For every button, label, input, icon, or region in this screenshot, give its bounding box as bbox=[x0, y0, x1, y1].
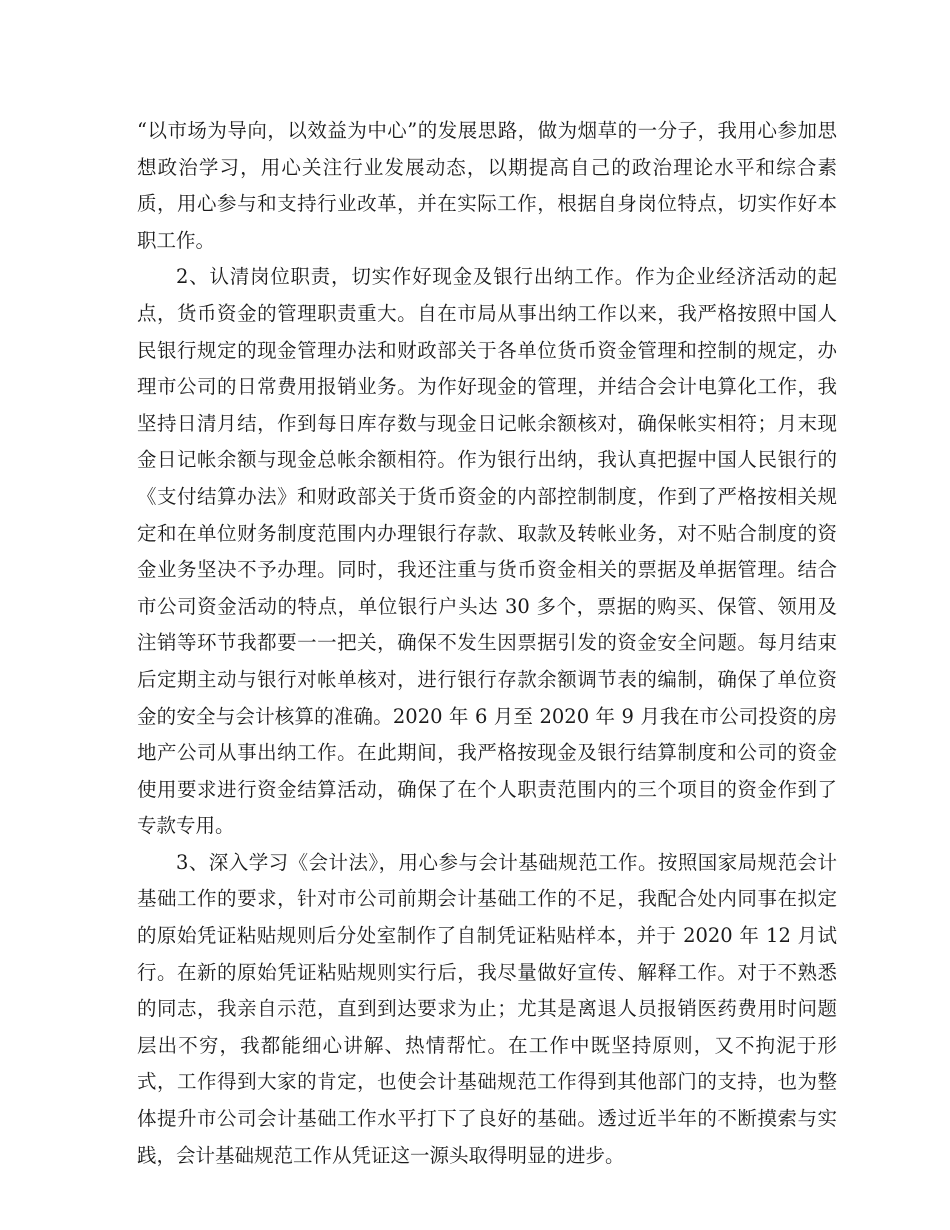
paragraph-continuation: “以市场为导向，以效益为中心”的发展思路，做为烟草的一分子，我用心参加思想政治学习，用心关注行业发展动态，以期提高自己的政治理论水平和综合素质，用心参与和支持行业改革，并在实际工作，根据自身岗位特点，切实作好本职工作。 bbox=[137, 119, 837, 252]
document-body bbox=[137, 113, 837, 1174]
paragraph-section-2: 2、认清岗位职责，切实作好现金及银行出纳工作。作为企业经济活动的起点，货币资金的管理职责重大。自在市局从事出纳工作以来，我严格按照中国人民银行规定的现金管理办法和财政部关于各单位货币资金管理和控制的规定，办理市公司的日常费用报销业务。为作好现金的管理，并结合会计电算化工作，我坚持日清月结，作到每日库存数与现金日记帐余额核对，确保帐实相符；月末现金日记帐余额与现金总帐余额相符。作为银行出纳，我认真把握中国人民银行的《支付结算办法》和财政部关于货币资金的内部控制制度，作到了严格按相关规定和在单位财务制度范围内办理银行存款、取款及转帐业务，对不贴合制度的资金业务坚决不予办理。同时，我还注重与货币资金相关的票据及单据管理。结合市公司资金活动的特点，单位银行户头达 30 多个，票据的购买、保管、领用及注销等环节我都要一一把关，确保不发生因票据引发的资金安全问题。每月结束后定期主动与银行对帐单核对，进行银行存款余额调节表的编制，确保了单位资金的安全与会计核算的准确。2020 年 6 月至 2020 年 9 月我在市公司投资的房地产公司从事出纳工作。在此期间，我严格按现金及银行结算制度和公司的资金使用要求进行资金结算活动，确保了在个人职责范围内的三个项目的资金作到了专款专用。 bbox=[137, 265, 837, 838]
paragraph-section-3: 3、深入学习《会计法》，用心参与会计基础规范工作。按照国家局规范会计基础工作的要求，针对市公司前期会计基础工作的不足，我配合处内同事在拟定的原始凭证粘贴规则后分处室制作了自制凭证粘贴样本，并于 2020 年 12 月试行。在新的原始凭证粘贴规则实行后，我尽量做好宣传、解释工作。对于不熟悉的同志，我亲自示范，直到到达要求为止；尤其是离退人员报销医药费用时问题层出不穷，我都能细心讲解、热情帮忙。在工作中既坚持原则，又不拘泥于形式，工作得到大家的肯定，也使会计基础规范工作得到其他部门的支持，也为整体提升市公司会计基础工作水平打下了良好的基础。透过近半年的不断摸索与实践，会计基础规范工作从凭证这一源头取得明显的进步。 bbox=[137, 850, 837, 1167]
